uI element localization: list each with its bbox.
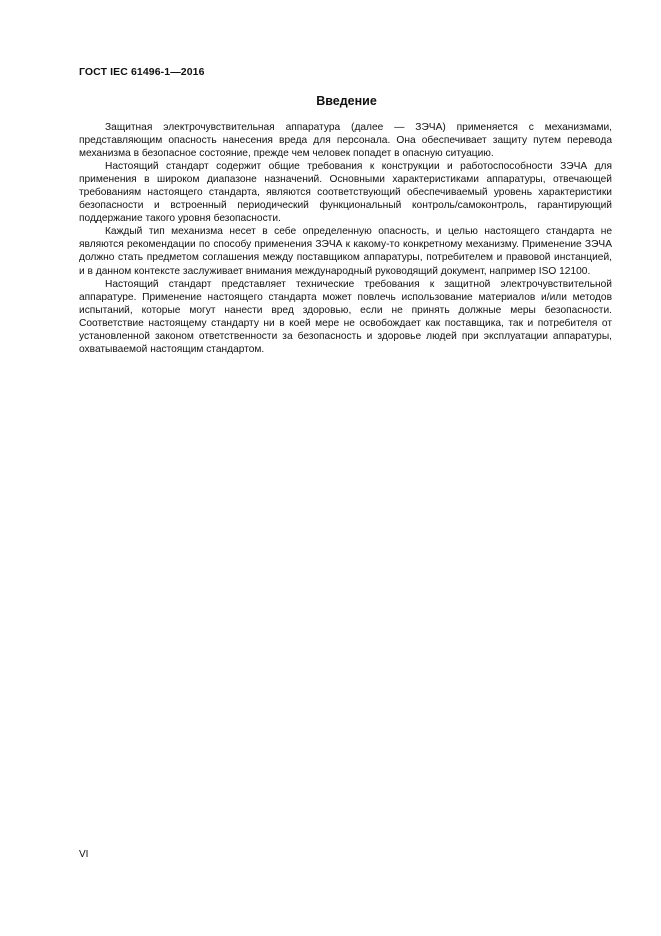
paragraph: Настоящий стандарт содержит общие требования к конструкции и работоспособности ЗЭЧА для применения в широком диапазоне назначений. Основными характеристиками аппаратуры, отвечающей требованиям настоящего стандарта, являются соответствующий обеспечиваемый уровень характеристики безопасности и встроенный периодический функциональный контроль/самоконтроль, гарантирующий поддержание такого уровня безопасности.	[79, 161, 612, 225]
paragraph: Настоящий стандарт представляет технические требования к защитной электрочувствительной аппаратуре. Применение настоящего стандарта может повлечь использование материалов и/или методов испытаний, которые могут нанести вред здоровью, если не принять должные меры безопасности. Соответствие настоящему стандарту ни в коей мере не освобождает как поставщика, так и потребителя от установленной законом ответственности за безопасность и здоровье людей при эксплуатации аппаратуры, охватываемой настоящим стандартом.	[79, 278, 612, 355]
document-body	[79, 121, 612, 356]
page-number: VI	[79, 849, 89, 860]
paragraph: Каждый тип механизма несет в себе определенную опасность, и целью настоящего стандарта не являются рекомендации по способу применения ЗЭЧА к какому-то конкретному механизму. Применение ЗЭЧА должно стать предметом соглашения между поставщиком аппаратуры, потребителем и правовой инстанцией, и в данном контексте заслуживает внимания международный руководящий документ, например ISO 12100.	[79, 226, 612, 277]
document-header: ГОСТ IEC 61496-1—2016	[79, 66, 205, 78]
paragraph: Защитная электрочувствительная аппаратура (далее — ЗЭЧА) применяется с механизмами, представляющим опасность нанесения вреда для персонала. Она обеспечивает защиту путем перевода механизма в безопасное состояние, прежде чем человек попадет в опасную ситуацию.	[79, 122, 612, 160]
section-title: Введение	[316, 94, 377, 108]
